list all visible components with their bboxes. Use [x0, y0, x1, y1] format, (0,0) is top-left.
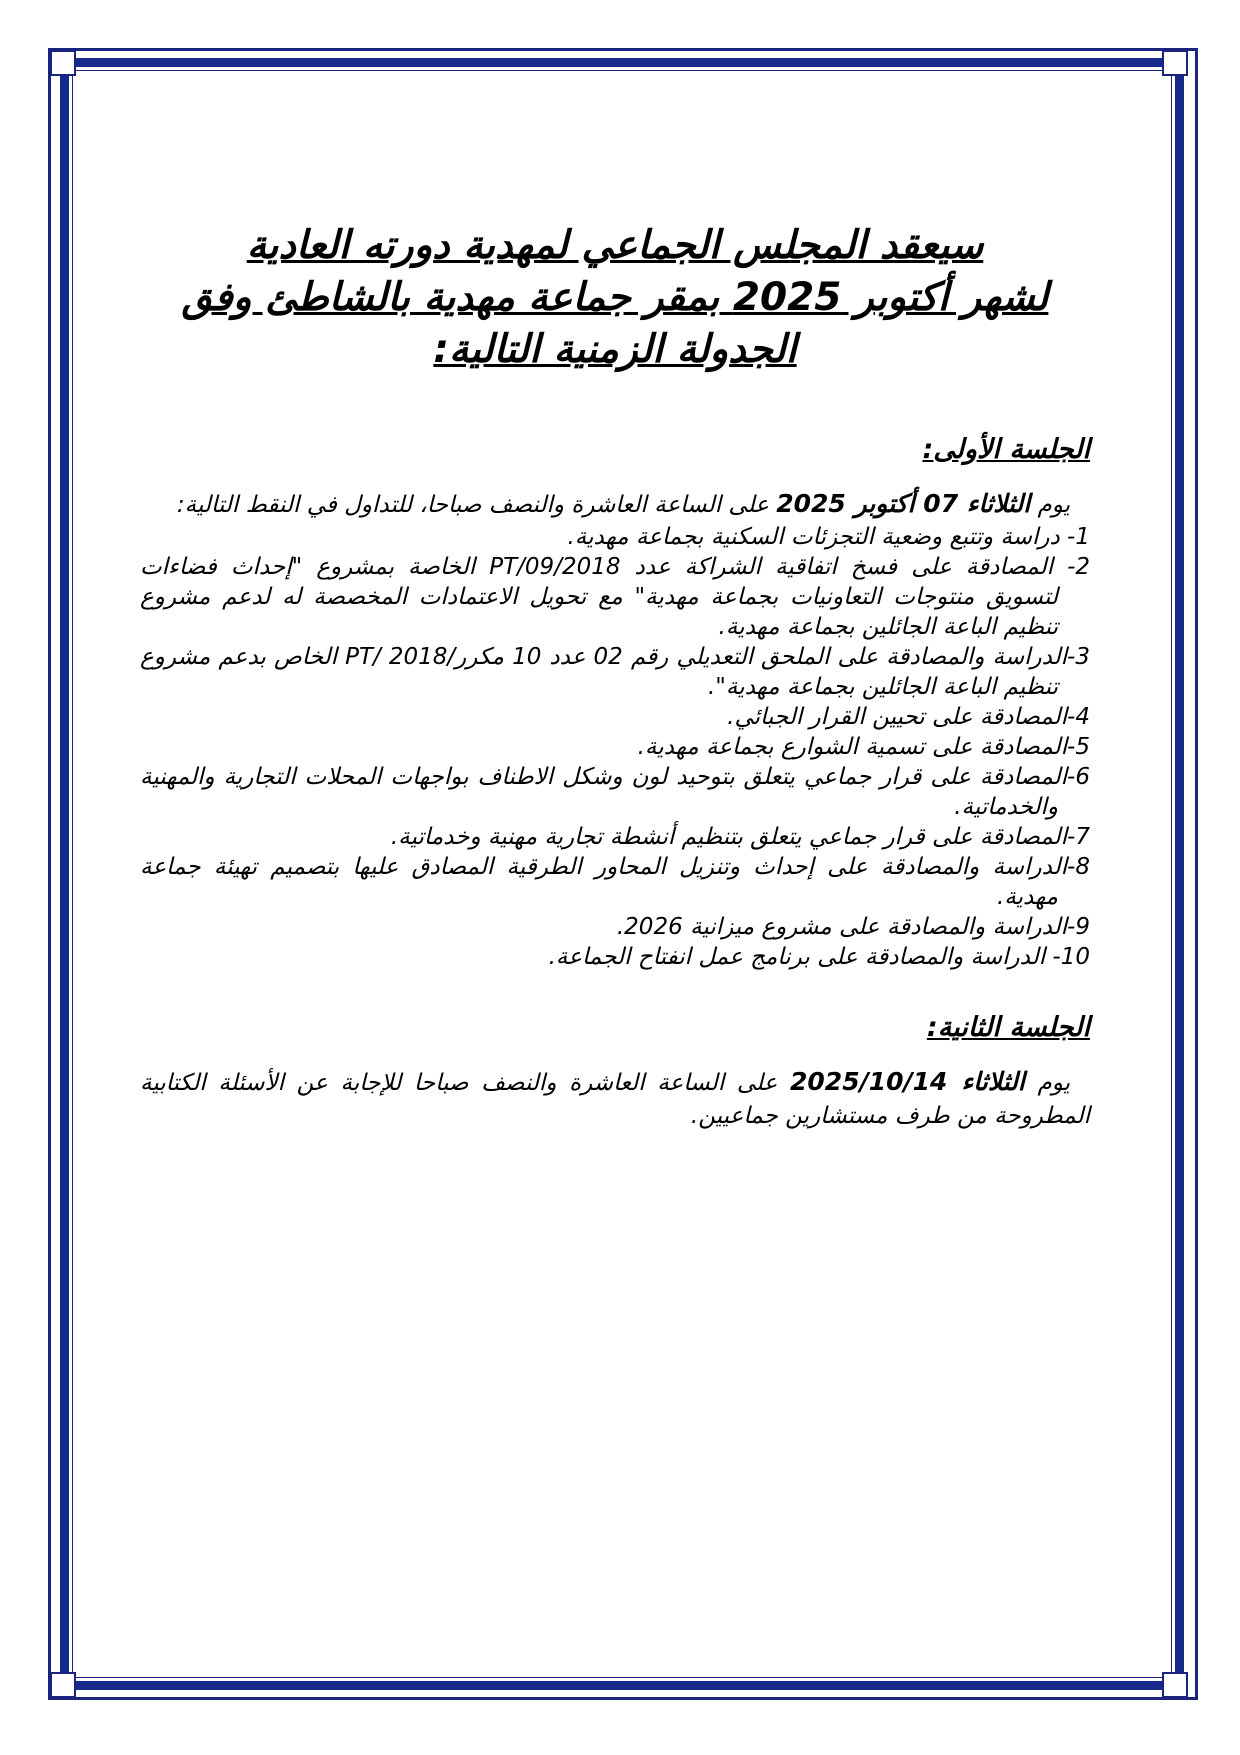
- agenda-item: 8-الدراسة والمصادقة على إحداث وتنزيل المحاور الطرقية المصادق عليها بتصميم تهيئة جماعة مهدية.: [140, 854, 1090, 910]
- agenda-list: [140, 522, 1090, 972]
- session2-intro: [140, 1065, 1090, 1133]
- agenda-item: 10- الدراسة والمصادقة على برنامج عمل انفتاح الجماعة.: [548, 944, 1090, 970]
- page-title: [140, 220, 1090, 376]
- agenda-item: 9-الدراسة والمصادقة على مشروع ميزانية 2026.: [616, 914, 1090, 940]
- border-corner: [1162, 50, 1188, 76]
- border-corner: [50, 1672, 76, 1698]
- intro-rest: على الساعة العاشرة والنصف صباحا للإجابة عن الأسئلة الكتابية المطروحة من طرف مستشارين جماعيين.: [140, 1070, 1090, 1129]
- agenda-item: 2- المصادقة على فسخ اتفاقية الشراكة عدد 2018/PT/09 الخاصة بمشروع "إحداث فضاءات لتسويق منتوجات التعاونيات بجماعة مهدية" مع تحويل الاعتمادات المخصصة له لدعم مشروع تنظيم الباعة الجائلين بجماعة مهدية.: [140, 554, 1091, 640]
- agenda-item: 4-المصادقة على تحيين القرار الجبائي.: [727, 704, 1090, 730]
- session1-heading: الجلسة الأولى:: [922, 434, 1090, 465]
- intro-rest: على الساعة العاشرة والنصف صباحا، للتداول في النقط التالية:: [176, 492, 777, 518]
- session1-intro: [140, 487, 1090, 522]
- agenda-item: 3-الدراسة والمصادقة على الملحق التعديلي رقم 02 عدد 10 مكرر/PT/ 2018 الخاص بدعم مشروع تنظيم الباعة الجائلين بجماعة مهدية".: [140, 644, 1091, 700]
- session2-heading: الجلسة الثانية:: [926, 1012, 1090, 1043]
- agenda-item: 1- دراسة وتتبع وضعية التجزئات السكنية بجماعة مهدية.: [567, 524, 1090, 550]
- agenda-item: 6-المصادقة على قرار جماعي يتعلق بتوحيد لون وشكل الاطناف بواجهات المحلات التجارية والمهنية والخدماتية.: [140, 764, 1090, 820]
- session2-date: الثلاثاء 2025/10/14: [790, 1067, 1025, 1096]
- border-corner: [1162, 1672, 1188, 1698]
- title-line: الجدولة الزمنية التالية:: [433, 327, 797, 372]
- agenda-item: 7-المصادقة على قرار جماعي يتعلق بتنظيم أنشطة تجارية مهنية وخدماتية.: [390, 824, 1090, 850]
- agenda-item: 5-المصادقة على تسمية الشوارع بجماعة مهدية.: [637, 734, 1090, 760]
- session1-date: الثلاثاء 07 أكتوبر 2025: [776, 489, 1031, 518]
- border-corner: [50, 50, 76, 76]
- title-line: لشهر أكتوبر 2025 بمقر جماعة مهدية بالشاطئ وفق: [181, 275, 1049, 320]
- intro-day: يوم: [1024, 1070, 1070, 1096]
- intro-day: يوم: [1030, 492, 1070, 518]
- document-body: [140, 220, 1090, 1133]
- title-line: سيعقد المجلس الجماعي لمهدية دورته العادية: [246, 223, 984, 268]
